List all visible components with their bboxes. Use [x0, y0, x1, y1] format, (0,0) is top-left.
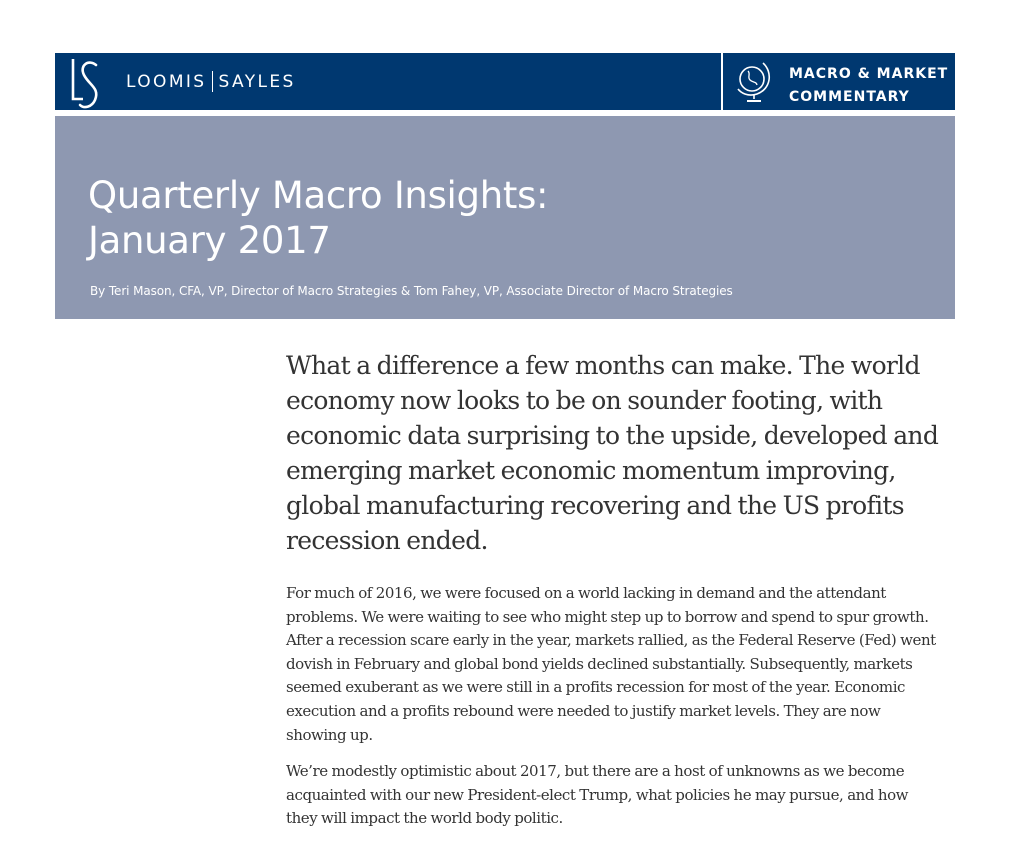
lead-paragraph: [286, 348, 976, 558]
lead-line: economic data surprising to the upside, developed and: [286, 421, 939, 450]
body-line: problems. We were waiting to see who might step up to borrow and spend to spur growth.: [286, 607, 929, 626]
body-line: seemed exuberant as we were still in a profits recession for most of the year. Economic: [286, 678, 905, 697]
ls-monogram-logo-icon: [67, 55, 103, 111]
body-line: After a recession scare early in the year, markets rallied, as the Federal Reserve (Fed) went: [286, 631, 936, 650]
body-line: acquainted with our new President-elect Trump, what policies he may pursue, and how: [286, 785, 909, 804]
header-divider: [721, 53, 723, 110]
title-line: January 2017: [88, 219, 331, 262]
body-paragraph: [286, 760, 908, 831]
title-panel: [55, 116, 955, 319]
body-line: We’re modestly optimistic about 2017, but there are a host of unknowns as we become: [286, 762, 905, 780]
title-line: Quarterly Macro Insights:: [88, 174, 549, 217]
lead-line: What a difference a few months can make. The world: [286, 351, 920, 380]
body-line: dovish in February and global bond yields declined substantially. Subsequently, markets: [286, 654, 913, 673]
lead-line: global manufacturing recovering and the US profits: [286, 491, 904, 520]
body-line: execution and a profits rebound were needed to justify market levels. They are now: [286, 701, 881, 720]
section-label-line: MACRO & MARKET: [789, 66, 949, 82]
byline: By Teri Mason, CFA, VP, Director of Macro Strategies & Tom Fahey, VP, Associate Director of Macro Strategies: [90, 284, 733, 298]
section-label: [789, 63, 948, 109]
brand-separator: [212, 71, 213, 92]
brand-right: SAYLES: [218, 71, 296, 92]
lead-line: emerging market economic momentum improving,: [286, 456, 896, 485]
header-bar: [55, 53, 955, 110]
globe-icon: [735, 59, 773, 105]
section-label-line: COMMENTARY: [789, 89, 910, 105]
brand-wordmark: [126, 71, 296, 92]
body-line: showing up.: [286, 725, 373, 744]
body-line: For much of 2016, we were focused on a world lacking in demand and the attendant: [286, 584, 886, 602]
body-line: they will impact the world body politic.: [286, 809, 563, 828]
body-paragraph: [286, 582, 936, 747]
brand-left: LOOMIS: [126, 71, 207, 92]
lead-line: recession ended.: [286, 526, 488, 555]
page-title: [88, 173, 548, 263]
lead-line: economy now looks to be on sounder footing, with: [286, 386, 883, 415]
